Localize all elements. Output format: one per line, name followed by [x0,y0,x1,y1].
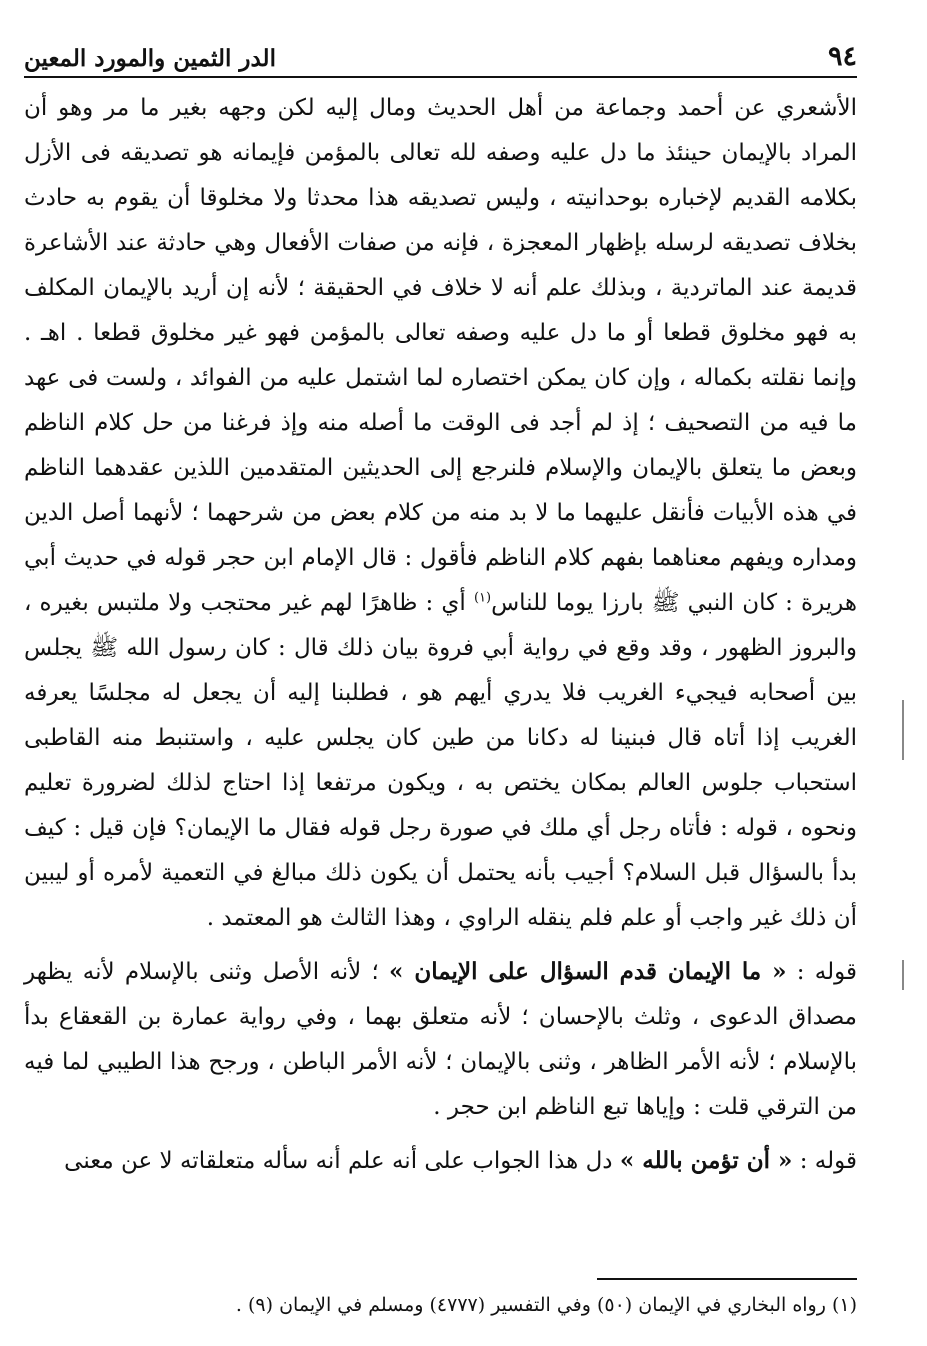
footnote-reference: (١) [473,590,492,606]
paragraph-2-quote: « ما الإيمان قدم السؤال على الإيمان » [389,958,787,985]
margin-mark [902,700,904,760]
paragraph-2-lead: قوله : [786,959,857,985]
paragraph-1 [24,86,857,941]
paragraph-3-quote: « أن تؤمن بالله » [619,1147,793,1174]
main-text [24,86,857,1184]
paragraph-3-lead: قوله : [792,1148,857,1174]
page-header [24,28,857,78]
paragraph-1-text: الأشعري عن أحمد وجماعة من أهل الحديث ومال إليه لكن وجهه بغير ما مر وهو أن المراد بالإيمان حينئذ ما دل عليه وصفه لله تعالى بالمؤمن فإيمانه هو تصديقه فى الأزل بكلامه القديم لإخباره بوحدانيته ، وليس تصديقه هذا محدثا ولا مخلوقا أن يقوم به حادث بخلاف تصديقه لرسله بإظهار المعجزة ، فإنه من صفات الأفعال وهي حادثة عند الأشاعرة قديمة عند الماتردية ، وبذلك علم أنه لا خلاف في الحقيقة ؛ لأنه إن أريد بالإيمان المكلف به فهو مخلوق قطعا أو ما دل عليه وصفه تعالى بالمؤمن فهو غير مخلوق قطعا . اهـ . وإنما نقلته بكماله ، وإن كان يمكن اختصاره لما اشتمل عليه من الفوائد ، ولست فى عهد ما فيه من التصحيف ؛ إذ لم أجد فى الوقت ما أصله منه وإذ فرغنا من حل كلام الناظم وبعض ما يتعلق بالإيمان والإسلام فلنرجع إلى الحديثين المتقدمين اللذين عقدهما الناظم في هذه الأبيات فأنقل عليهما ما لا بد منه من كلام بعض من شرحهما ؛ لأنهما أصل الدين ومداره ويفهم معناهما بفهم كلام الناظم فأقول : قال الإمام ابن حجر قوله في حديث أبي هريرة : كان النبي ﷺ بارزا يوما للناس [24,95,857,616]
running-title: الدر الثمين والمورد المعين [24,45,276,72]
paragraph-3-text: دل هذا الجواب على أنه علم أنه سأله متعلقاته لا عن معنى [64,1148,620,1174]
paragraph-3 [24,1138,857,1184]
paragraph-1-continuation: أي : ظاهرًا لهم غير محتجب ولا ملتبس بغيره ، والبروز الظهور ، وقد وقع في رواية أبي فروة بيان ذلك قال : كان رسول الله ﷺ يجلس بين أصحابه فيجيء الغريب فلا يدري أيهم هو ، فطلبنا إليه أن يجعل له مجلسًا يعرفه الغريب إذا أتاه قال فبنينا له دكانا من طين كان يجلس عليه ، واستنبط منه القاطبى استحباب جلوس العالم بمكان يختص به ، ويكون مرتفعا إذا احتاج لذلك لضرورة تعليم ونحوه ، قوله : فأتاه رجل أي ملك في صورة رجل قوله فقال ما الإيمان؟ فإن قيل : كيف بدأ بالسؤال قبل السلام؟ أجيب بأنه يحتمل أن يكون ذلك مبالغ في التعمية لأمره أو ليبين أن ذلك غير واجب أو علم فلم ينقله الراوي ، وهذا الثالث هو المعتمد . [24,590,857,931]
margin-mark [902,960,904,990]
page-number: ٩٤ [827,41,857,72]
paragraph-2 [24,949,857,1130]
footnote [24,1290,857,1320]
footnote-divider [597,1278,857,1280]
paragraph-2-text: ؛ لأنه الأصل وثنى بالإسلام لأنه يظهر مصداق الدعوى ، وثلث بالإحسان ؛ لأنه متعلق بهما ، وفي رواية عمارة بن القعقاع بدأ بالإسلام ؛ لأنه الأمر الظاهر ، وثنى بالإيمان ؛ لأنه الأمر الباطن ، ورجح هذا الطيبي لما فيه من الترقي قلت : وإياها تبع الناظم ابن حجر . [24,959,857,1120]
footnote-text: (١) رواه البخاري في الإيمان (٥٠) وفي التفسير (٤٧٧٧) ومسلم في الإيمان (٩) . [235,1294,857,1316]
